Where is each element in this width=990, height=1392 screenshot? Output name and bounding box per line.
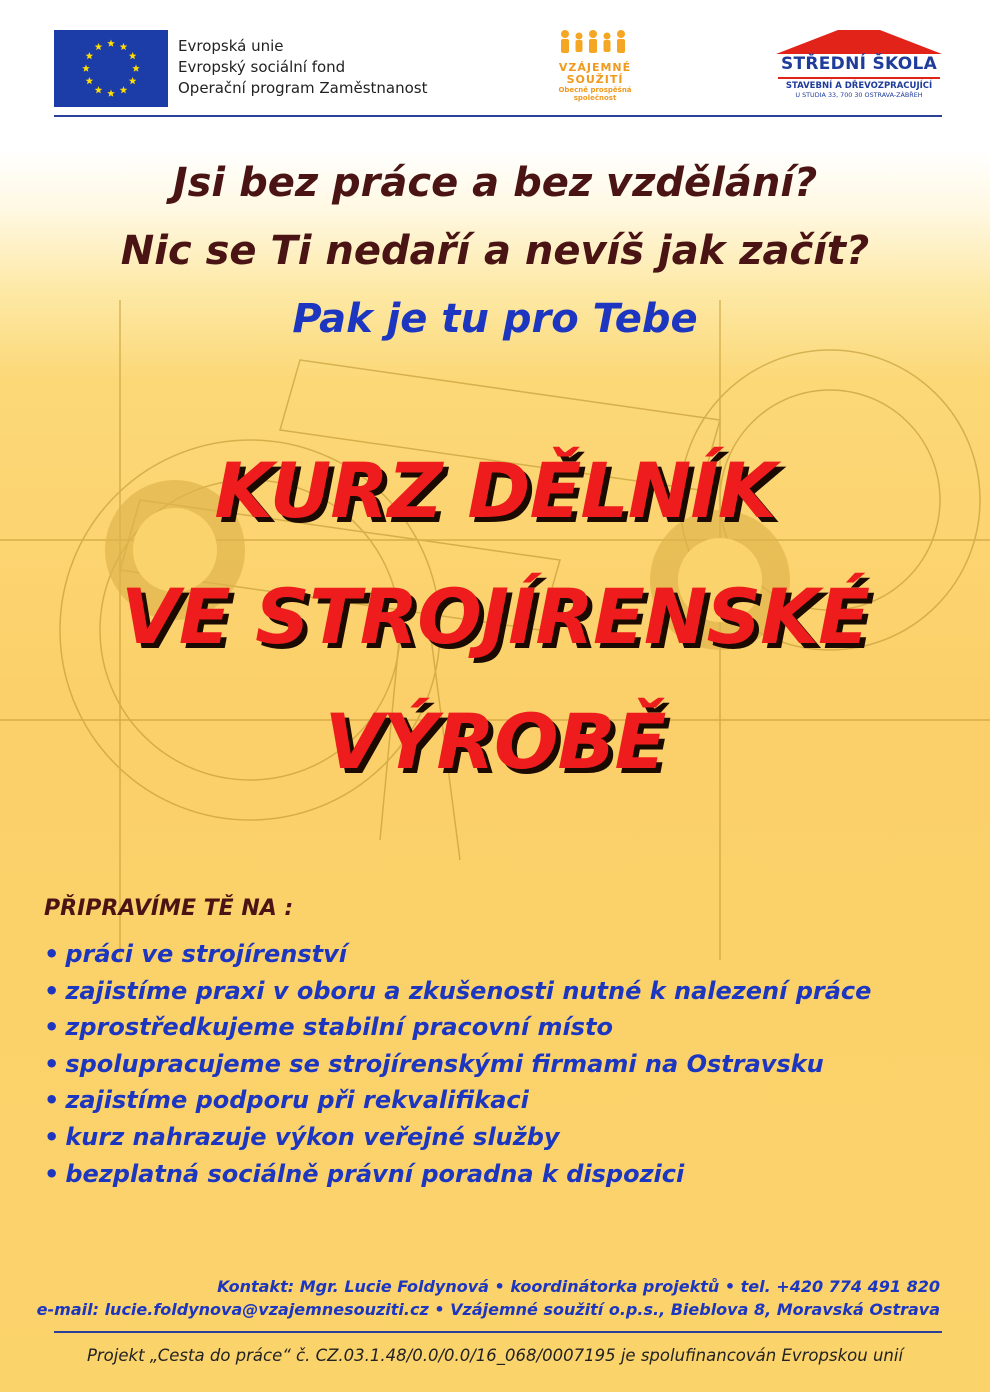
benefit-text: zprostředkujeme stabilní pracovní místo [65, 1013, 614, 1042]
list-item [44, 1082, 871, 1119]
headline-question-1: Jsi bez práce a bez vzdělání? [172, 160, 818, 206]
eu-flag-logo [54, 30, 168, 107]
eu-star-icon [95, 86, 103, 93]
people-icon [555, 28, 635, 58]
eu-star-icon [129, 52, 137, 59]
school-subtitle: STAVEBNÍ A DŘEVOZPRACUJÍCÍ [778, 77, 940, 91]
bullet-icon: • [44, 1013, 60, 1042]
bullet-icon: • [44, 1159, 60, 1188]
eu-stars-icon [54, 30, 168, 107]
header-divider [54, 115, 942, 117]
vzajemne-souziti-logo [550, 28, 640, 110]
bullet-icon: • [44, 1086, 60, 1115]
benefits-list [44, 936, 871, 1192]
course-title-line: VE STROJÍRENSKÉ [120, 572, 870, 661]
eu-line: Operační program Zaměstnanost [178, 79, 428, 97]
benefit-text: zajistíme praxi v oboru a zkušenosti nutné k nalezení práce [65, 976, 872, 1005]
list-item [44, 1046, 871, 1083]
benefit-text: bezplatná sociálně právní poradna k dispozici [65, 1159, 685, 1188]
eu-star-icon [120, 43, 128, 50]
benefit-text: práci ve strojírenství [65, 940, 348, 968]
list-item [44, 936, 871, 973]
footer-divider [54, 1331, 942, 1333]
eu-star-icon [129, 77, 137, 84]
list-item [44, 1009, 871, 1046]
roof-icon [776, 28, 942, 54]
school-title: STŘEDNÍ ŠKOLA [780, 54, 938, 74]
course-title-line: VÝROBĚ [324, 697, 666, 786]
bullet-icon: • [44, 940, 60, 968]
eu-star-icon [120, 86, 128, 93]
eu-line: Evropský sociální fond [178, 58, 346, 76]
eu-program-text [178, 36, 428, 99]
eu-star-icon [95, 43, 103, 50]
vz-logo-name: VZÁJEMNÉ [558, 61, 632, 74]
eu-star-icon [86, 77, 94, 84]
benefits-heading: PŘIPRAVÍME TĚ NA : [44, 896, 294, 921]
bullet-icon: • [44, 1122, 60, 1151]
eu-star-icon [107, 90, 115, 97]
benefit-text: zajistíme podporu při rekvalifikaci [65, 1086, 529, 1115]
eu-star-icon [86, 52, 94, 59]
vz-logo-sub: společnost [573, 94, 617, 102]
headline-offer: Pak je tu pro Tebe [292, 296, 698, 342]
eu-star-icon [132, 65, 140, 72]
vz-logo-name: SOUŽITÍ [566, 73, 624, 86]
project-funding-line: Projekt „Cesta do práce“ č. CZ.03.1.48/0.0/0.0/16_068/0007195 je spolufinancován Evropskou unií [86, 1346, 904, 1365]
bullet-icon: • [44, 1049, 60, 1078]
contact-line: Kontakt: Mgr. Lucie Foldynová • koordinátorka projektů • tel. +420 774 491 820 [217, 1277, 940, 1296]
list-item [44, 1119, 871, 1156]
vz-logo-sub: Obecně prospěšná [558, 86, 632, 94]
bullet-icon: • [44, 976, 60, 1005]
school-address: U STUDIA 33, 700 30 OSTRAVA-ZÁBŘEH [795, 91, 923, 99]
list-item [44, 1156, 871, 1193]
headline-question-2: Nic se Ti nedaří a nevíš jak začít? [120, 228, 870, 274]
course-title-line: KURZ DĚLNÍK [214, 446, 776, 535]
eu-star-icon [107, 40, 115, 47]
school-logo [776, 28, 942, 114]
eu-line: Evropská unie [178, 37, 284, 55]
eu-star-icon [82, 65, 90, 72]
email-line: e-mail: lucie.foldynova@vzajemnesouziti.cz • Vzájemné soužití o.p.s., Bieblova 8, Moravská Ostrava [36, 1300, 940, 1319]
benefit-text: kurz nahrazuje výkon veřejné služby [65, 1122, 560, 1151]
benefit-text: spolupracujeme se strojírenskými firmami na Ostravsku [65, 1049, 824, 1078]
list-item [44, 973, 871, 1010]
